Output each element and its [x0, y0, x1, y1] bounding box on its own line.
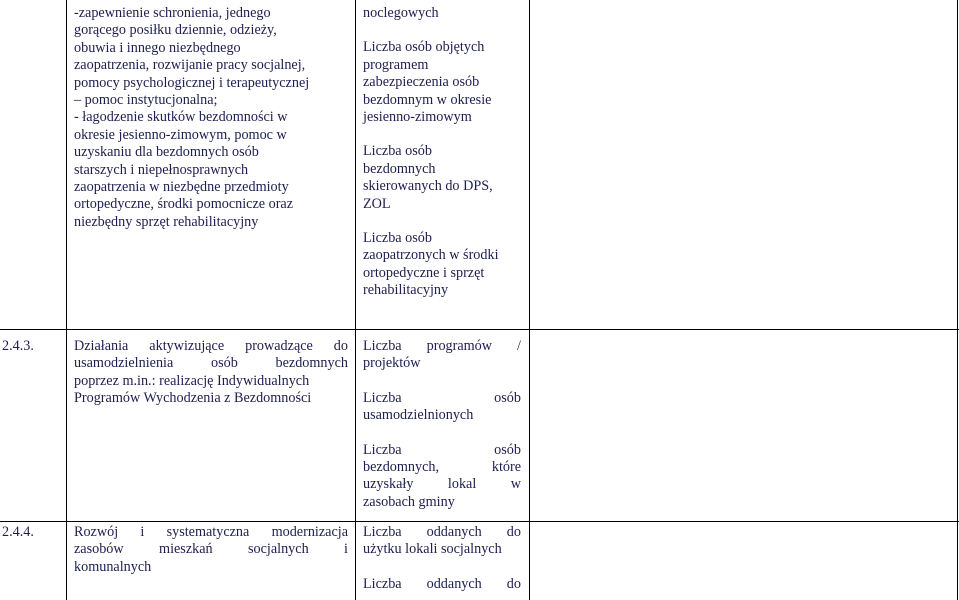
table-cell-actions [74, 5, 352, 231]
row-number: 2.4.4. [2, 524, 34, 540]
text-line: Rozwój i systematyczna modernizacja [74, 524, 348, 540]
indicator-line: Liczba osób objętych [363, 39, 485, 56]
text-line: gorącego posiłku dziennie, odzieży, [74, 22, 277, 39]
indicator-line: uzyskały lokal w [363, 476, 521, 493]
table-column-divider [66, 0, 67, 600]
indicator-line: projektów [363, 355, 421, 372]
indicator-line: Liczba programów / [363, 338, 521, 354]
text-line: ortopedyczne, środki pomocnicze oraz [74, 196, 294, 213]
text-line: niezbędny sprzęt rehabilitacyjny [74, 213, 259, 230]
text-line: okresie jesienno-zimowym, pomoc w [74, 126, 287, 143]
indicator-line: zaopatrzonych w środki [363, 247, 499, 264]
indicator-line: użytku lokali socjalnych [363, 541, 502, 558]
indicator-line: zabezpieczenia osób [363, 74, 480, 91]
indicator-line: usamodzielnionych [363, 407, 474, 424]
table-column-divider [355, 0, 356, 600]
indicator-line: jesienno-zimowym [363, 109, 472, 126]
indicator-line: Liczba osób [363, 389, 521, 406]
table-cell-actions [74, 524, 348, 576]
indicator-line: rehabilitacyjny [363, 282, 449, 299]
text-line: - łagodzenie skutków bezdomności w [74, 109, 288, 126]
text-line: Programów Wychodzenia z Bezdomności [74, 390, 312, 407]
table-cell-indicators [363, 5, 527, 300]
text-line: zaopatrzenia, rozwijanie pracy socjalnej, [74, 57, 306, 74]
table-cell-actions [74, 338, 348, 408]
table-column-divider [529, 0, 530, 600]
indicator-line: bezdomnym w okresie [363, 91, 492, 108]
text-line: usamodzielnienia osób bezdomnych [74, 355, 348, 372]
text-line: obuwia i innego niezbędnego [74, 39, 241, 56]
table-column-divider [957, 0, 958, 600]
indicator-line: zasobach gminy [363, 493, 455, 510]
indicator-line: bezdomnych [363, 160, 436, 177]
indicator-line: Liczba oddanych do [363, 524, 521, 540]
indicator-line: skierowanych do DPS, [363, 178, 493, 195]
text-line: starszych i niepełnosprawnych [74, 161, 249, 178]
indicator-line: Liczba osób [363, 230, 432, 247]
text-line: zasobów mieszkań socjalnych i [74, 541, 348, 558]
table-cell-indicators [363, 338, 521, 511]
text-line: pomocy psychologicznej i terapeutycznej [74, 74, 310, 91]
indicator-line: ZOL [363, 195, 391, 212]
indicator-line: ortopedyczne i sprzęt [363, 264, 485, 281]
table-row-divider [0, 521, 959, 522]
indicator-line: noclegowych [363, 5, 439, 21]
text-line: komunalnych [74, 558, 152, 575]
row-number: 2.4.3. [2, 338, 34, 354]
text-line: -zapewnienie schronienia, jednego [74, 5, 271, 21]
text-line: uzyskaniu dla bezdomnych osób [74, 144, 259, 161]
text-line: poprzez m.in.: realizację Indywidualnych [74, 372, 310, 389]
text-line: Działania aktywizujące prowadzące do [74, 338, 348, 354]
indicator-line: Liczba oddanych do [363, 575, 521, 592]
indicator-line: programem [363, 56, 429, 73]
indicator-line: Liczba osób [363, 441, 521, 458]
text-line: – pomoc instytucjonalna; [74, 92, 218, 109]
text-line: zaopatrzenia w niezbędne przedmioty [74, 179, 289, 196]
indicator-line: bezdomnych, które [363, 459, 521, 476]
indicator-line: Liczba osób [363, 143, 432, 160]
table-row-divider [0, 329, 959, 330]
table-cell-indicators [363, 524, 521, 593]
